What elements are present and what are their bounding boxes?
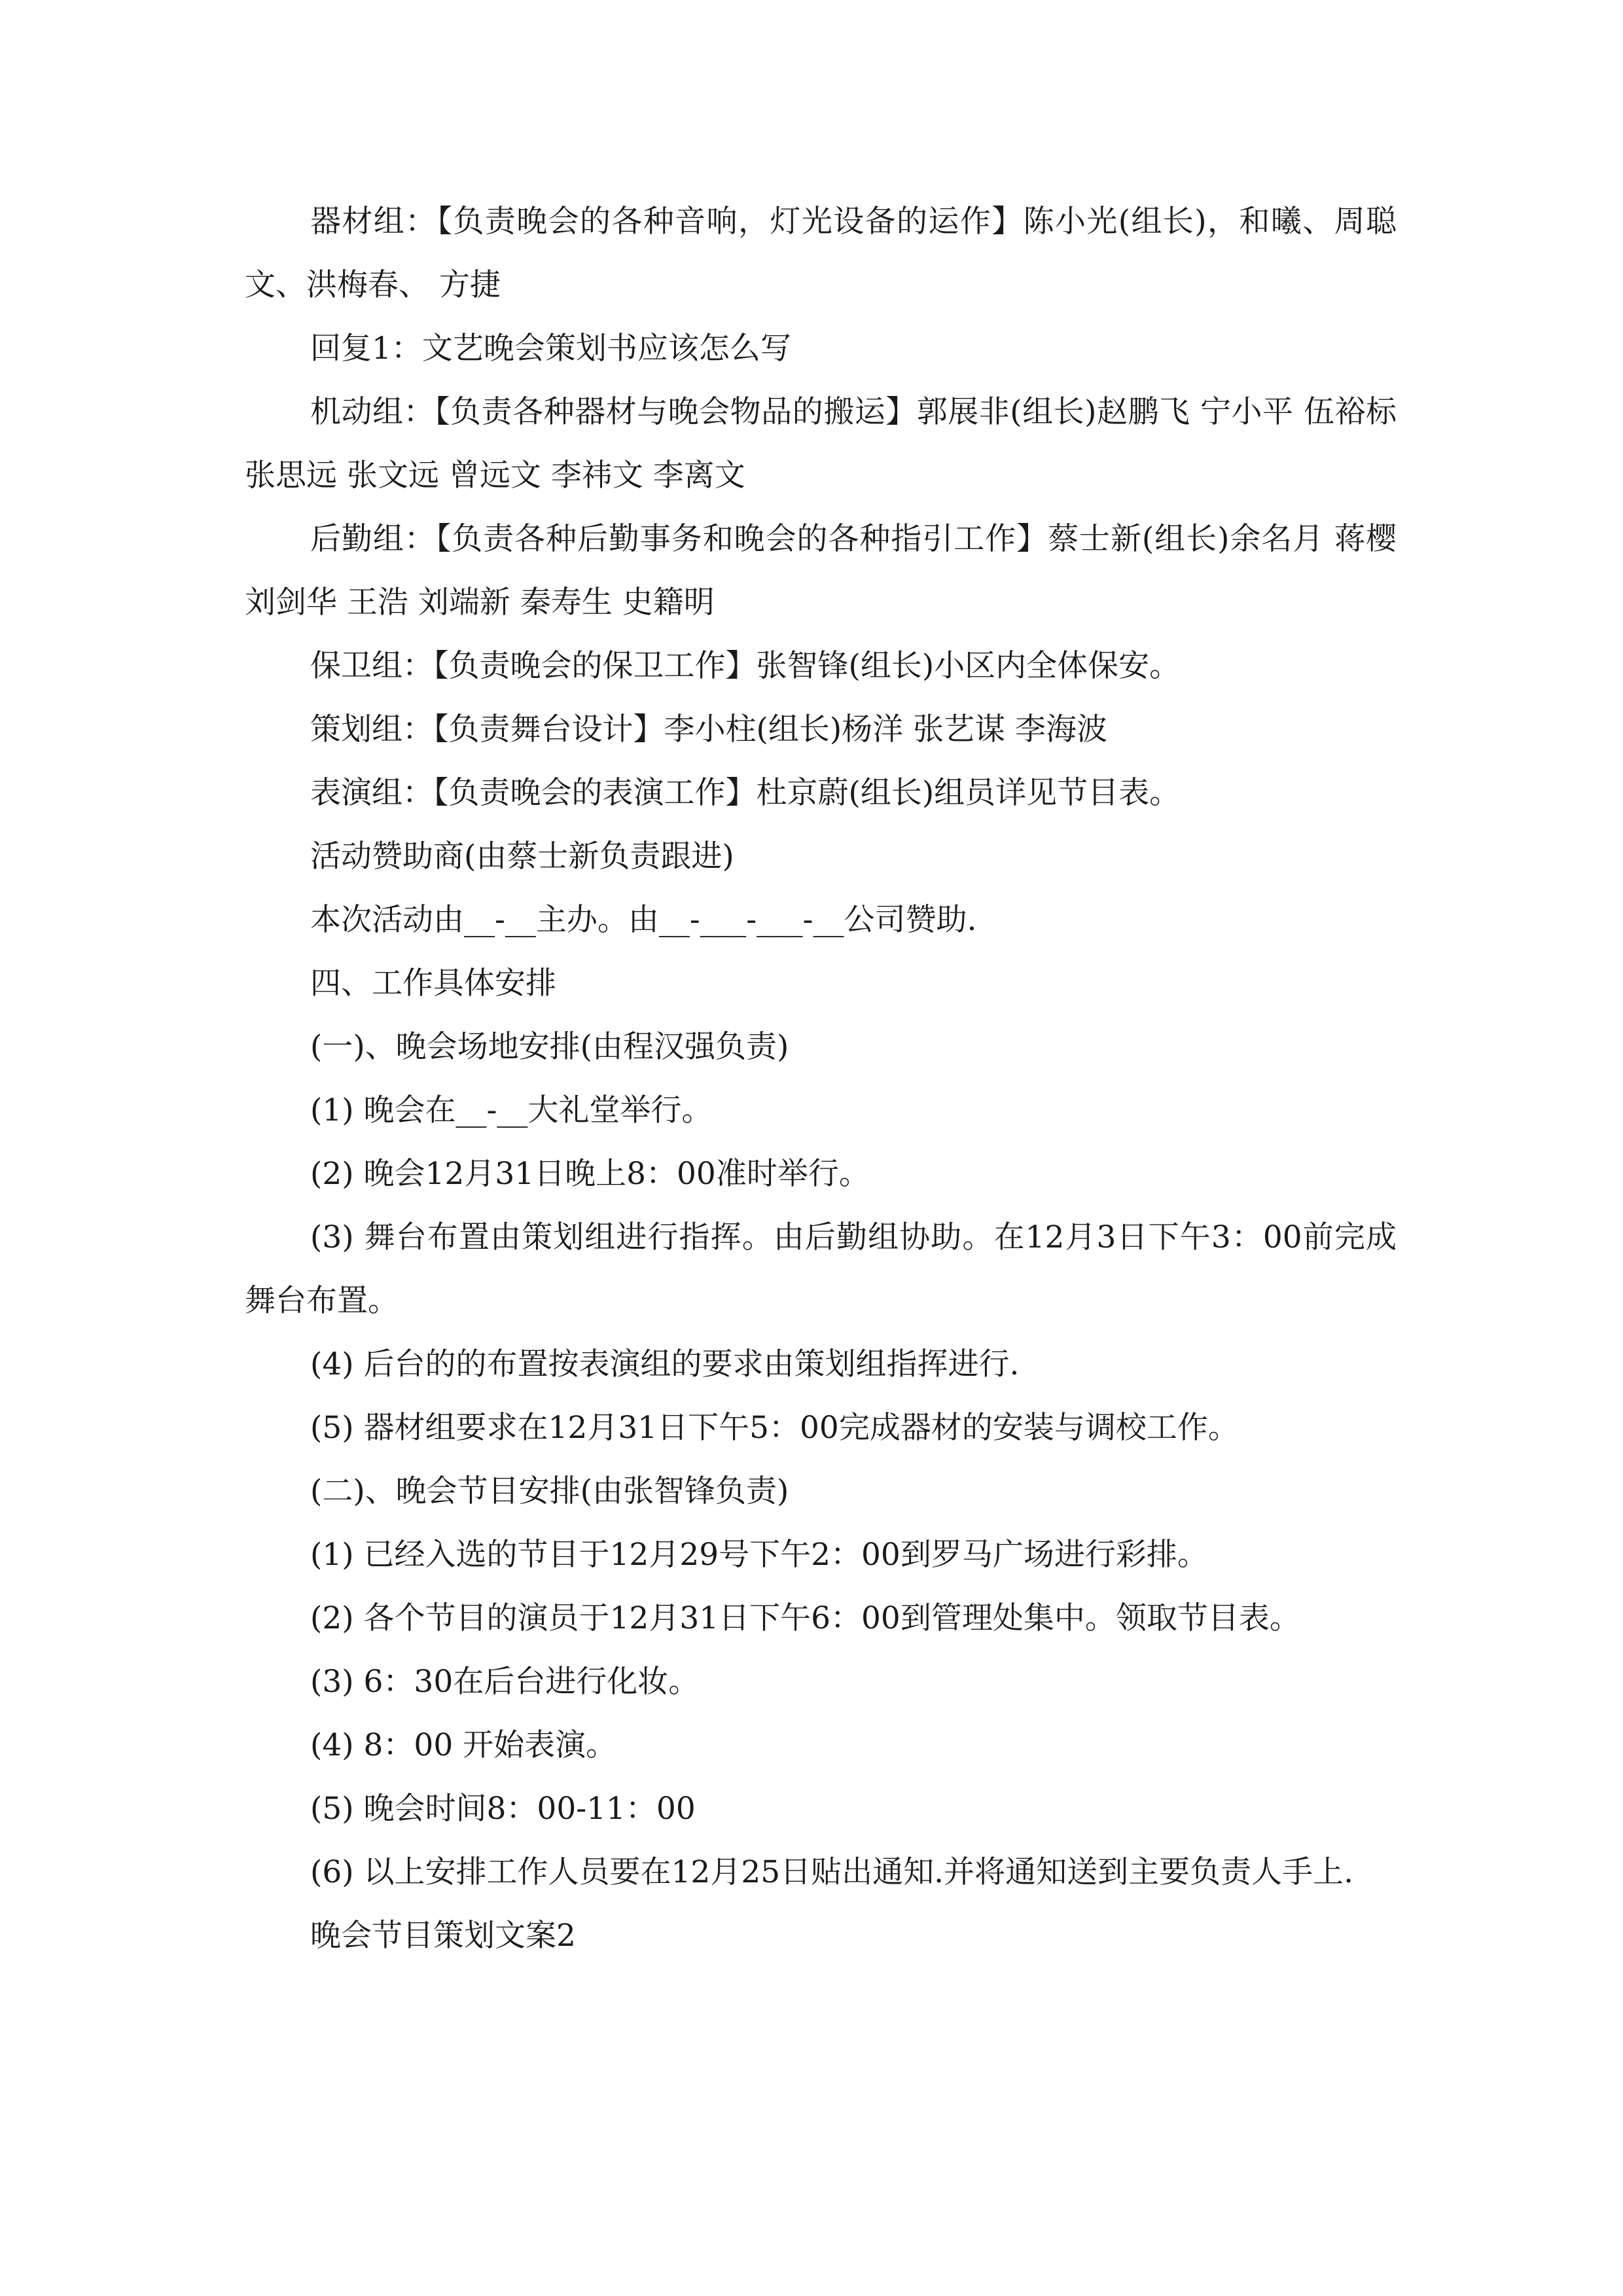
list-item-program-3: (3) 6：30在后台进行化妆。 — [310, 1664, 700, 1700]
paragraph-reply-1: 回复1：文艺晚会策划书应该怎么写 — [310, 331, 791, 367]
list-item-program-4: (4) 8：00 开始表演。 — [310, 1727, 617, 1763]
paragraph-planning-group: 策划组：【负责舞台设计】李小柱(组长)杨洋 张艺谋 李海波 — [310, 711, 1108, 747]
paragraph-mobile-group: 机动组：【负责各种器材与晚会物品的搬运】郭展非(组长)赵鹏飞 宁小平 伍裕标 张思远 张文远 曾远文 李祎文 李离文 — [245, 394, 1397, 493]
paragraph-next-document-title: 晚会节目策划文案2 — [310, 1918, 576, 1954]
list-item-program-6: (6) 以上安排工作人员要在12月25日贴出通知.并将通知送到主要负责人手上. — [310, 1854, 1354, 1890]
list-item-program-5: (5) 晚会时间8：00-11：00 — [310, 1791, 696, 1827]
list-item-program-1: (1) 已经入选的节目于12月29号下午2：00到罗马广场进行彩排。 — [310, 1537, 1208, 1573]
list-item-venue-1: (1) 晚会在__-__大礼堂举行。 — [310, 1092, 713, 1128]
paragraph-performance-group: 表演组：【负责晚会的表演工作】杜京蔚(组长)组员详见节目表。 — [310, 775, 1181, 811]
subsection-heading-venue: (一)、晚会场地安排(由程汉强负责) — [310, 1029, 789, 1065]
list-item-venue-4: (4) 后台的的布置按表演组的要求由策划组指挥进行. — [310, 1346, 1020, 1382]
subsection-heading-program: (二)、晚会节目安排(由张智锋负责) — [310, 1473, 789, 1509]
list-item-program-2: (2) 各个节目的演员于12月31日下午6：00到管理处集中。领取节目表。 — [310, 1600, 1300, 1636]
section-heading-work-arrangement: 四、工作具体安排 — [310, 965, 556, 1001]
paragraph-sponsors: 活动赞助商(由蔡士新负责跟进) — [310, 838, 734, 874]
list-item-venue-2: (2) 晚会12月31日晚上8：00准时举行。 — [310, 1156, 870, 1192]
document-body — [245, 190, 1397, 1967]
list-item-venue-3: (3) 舞台布置由策划组进行指挥。由后勤组协助。在12月3日下午3：00前完成舞台布置。 — [245, 1219, 1397, 1319]
paragraph-logistics-group: 后勤组：【负责各种后勤事务和晚会的各种指引工作】蔡士新(组长)余名月 蒋樱 刘剑华 王浩 刘端新 秦寿生 史籍明 — [245, 521, 1397, 620]
paragraph-equipment-group: 器材组：【负责晚会的各种音响，灯光设备的运作】陈小光(组长)，和曦、周聪文、洪梅春、 方捷 — [245, 204, 1397, 303]
paragraph-security-group: 保卫组：【负责晚会的保卫工作】张智锋(组长)小区内全体保安。 — [310, 648, 1181, 684]
paragraph-organizer: 本次活动由__-__主办。由__-___-___-__公司赞助. — [310, 902, 977, 938]
list-item-venue-5: (5) 器材组要求在12月31日下午5：00完成器材的安装与调校工作。 — [310, 1410, 1239, 1446]
